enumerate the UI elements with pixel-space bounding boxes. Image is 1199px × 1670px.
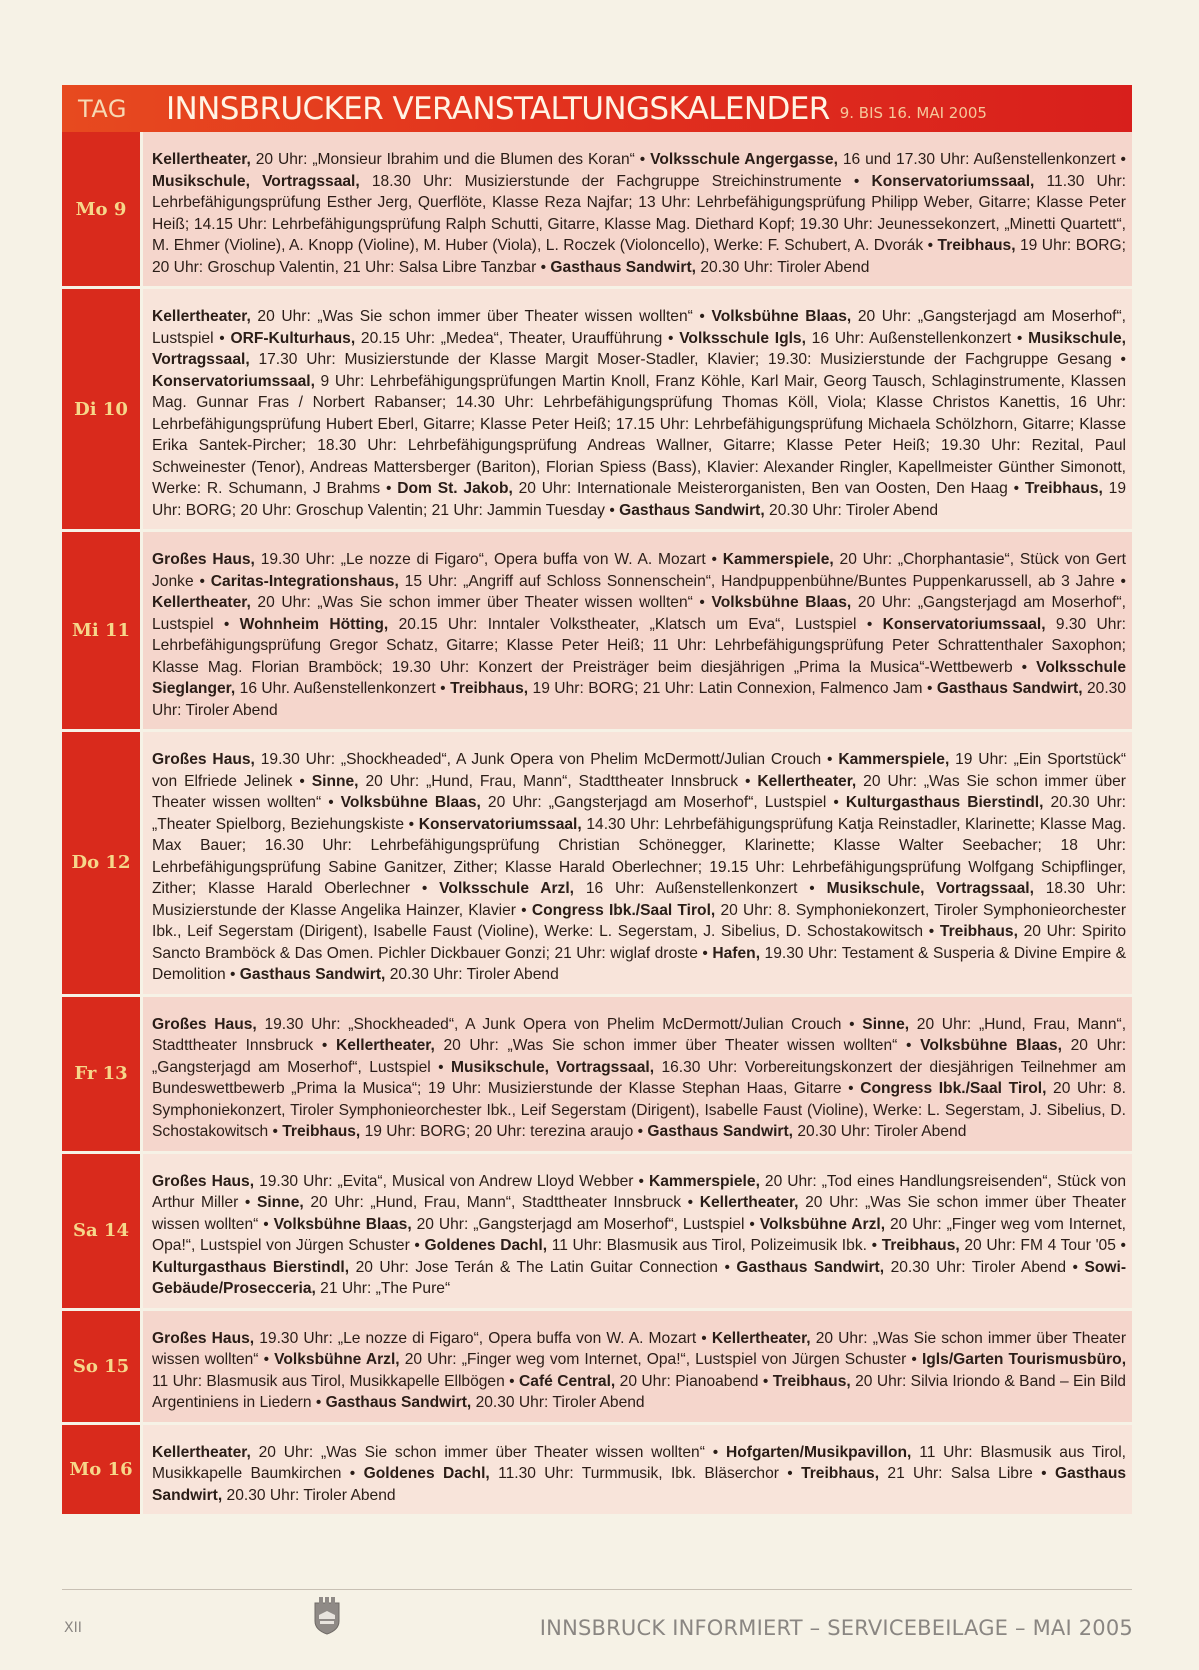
calendar-title: INNSBRUCKER VERANSTALTUNGSKALENDER: [166, 90, 830, 127]
event-details: 20 Uhr: „Hund, Frau, Mann“, Stadttheater Innsbruck: [310, 1194, 682, 1211]
event-venue: Volksschule Igls,: [679, 329, 806, 347]
day-events: [143, 289, 1132, 529]
event-venue: Kellertheater,: [152, 1443, 251, 1461]
calendar-days: [62, 132, 1132, 1517]
event-venue: Gasthaus Sandwirt,: [619, 501, 765, 519]
bullet-separator: •: [380, 480, 398, 497]
event-venue: Kulturgasthaus Bierstindl,: [845, 794, 1044, 811]
event-venue: Volksschule Arzl,: [439, 880, 575, 897]
bullet-separator: •: [841, 1015, 863, 1033]
day-row: [62, 1311, 1132, 1425]
bullet-separator: •: [213, 329, 231, 347]
event-details: 19.30 Uhr: „Le nozze di Figaro“, Opera buffa von W. A. Mozart: [260, 551, 706, 568]
day-label: So 15: [62, 1311, 143, 1422]
bullet-separator: •: [213, 615, 240, 633]
event-details: 19 Uhr: „Ein Sportstück“ von Elfriede Jelinek: [152, 751, 1127, 790]
bullet-separator: •: [313, 1037, 336, 1054]
date-range: 9. BIS 16. MAI 2005: [839, 103, 987, 122]
column-label-day: TAG: [78, 94, 127, 123]
bullet-separator: •: [604, 501, 620, 519]
bullet-separator: •: [258, 1215, 274, 1233]
event-details: 9 Uhr: Lehrbefähigungsprüfungen Martin Knoll, Franz Köhle, Karl Mair, Georg Tausch, Schlaginstrumente, Klassen Mag. Gunnar Fras / Norbert Rabanser; 14.30 Uhr: Lehrbefähigungsprüfung Thomas Köll, Viola; Klasse Christos Kanettis, 16 Uhr: Lehrbefähigungsprüfung Hubert Eberl, Gitarre; Klasse Peter Heiß; 17.15 Uhr: Lehrbefähigungsprüfung Michaela Schölzhorn, Gitarre; Klasse Erika Santek-Pircher; 18.30 Uhr: Lehrbefähigungsprüfung Andreas Wallner, Gitarre; Klasse Peter Heiß; 19.30 Uhr: Rezital, Paul Schweinester (Tenor), Andreas Mattersberger (Bariton), Florian Spiess (Bass), Klavier: Alexander Ringler, Kapellmeister Günther Simonott, Werke: R. Schumann, J Brahms: [152, 372, 1126, 497]
event-venue: Gasthaus Sandwirt,: [325, 1394, 472, 1411]
event-details: 15 Uhr: „Angriff auf Schloss Sonnenschein“, Handpuppenbühne/Buntes Puppenkarussell, ab 3 Jahre: [404, 572, 1115, 590]
event-details: 19.30 Uhr: „Shockheaded“, A Junk Opera von Phelim McDermott/Julian Crouch: [264, 1015, 842, 1033]
bullet-separator: •: [292, 772, 312, 790]
event-details: 19.30 Uhr: „Le nozze di Figaro“, Opera buffa von W. A. Mozart: [259, 1329, 697, 1347]
bullet-separator: •: [662, 329, 680, 347]
bullet-separator: •: [1111, 351, 1126, 368]
bullet-separator: •: [634, 151, 651, 168]
bullet-separator: •: [341, 1465, 364, 1482]
event-details: 20.30 Uhr: Tiroler Abend: [389, 966, 559, 983]
event-details: 19.30 Uhr: Testament & Susperia & Divine Empire & Demolition: [152, 944, 1126, 983]
bullet-separator: •: [841, 172, 872, 190]
event-details: 19.30 Uhr: „Evita“, Musical von Andrew Lloyd Webber: [259, 1172, 634, 1190]
event-venue: Kammerspiele,: [838, 751, 950, 768]
event-venue: Musikschule, Vortragssaal,: [451, 1058, 655, 1076]
event-venue: Großes Haus,: [152, 1015, 257, 1033]
day-events: [143, 132, 1132, 286]
event-details: 11 Uhr: Blasmusik aus Tirol, Musikkapelle Ellbögen: [152, 1372, 505, 1390]
bullet-separator: •: [692, 594, 712, 611]
event-details: 20.15 Uhr: „Medea“, Theater, Uraufführung: [360, 329, 663, 347]
event-details: 20 Uhr: „Monsieur Ibrahim und die Blumen des Koran“: [255, 151, 635, 168]
event-venue: Gasthaus Sandwirt,: [936, 680, 1083, 697]
bullet-separator: •: [238, 1194, 257, 1211]
publication-title: INNSBRUCK INFORMIERT – SERVICEBEILAGE – MAI 2005: [539, 1616, 1133, 1640]
event-venue: Treibhaus,: [772, 1372, 851, 1390]
bullet-separator: •: [738, 772, 758, 790]
event-details: 20 Uhr: Silvia Iriondo & Band – Ein Bild Argentiniens in Liedern: [152, 1372, 1126, 1411]
event-venue: Goldenes Dachl,: [424, 1237, 548, 1254]
event-venue: Café Central,: [519, 1372, 616, 1390]
bullet-separator: •: [704, 1443, 726, 1461]
event-details: 19.30 Uhr: „Shockheaded“, A Junk Opera von Phelim McDermott/Julian Crouch: [260, 751, 822, 768]
event-details: 11.30 Uhr: Turmmusik, Ibk. Bläserchor: [498, 1465, 779, 1482]
event-details: 16.30 Uhr: Vorbereitungskonzert der diesjährigen Teilnehmer am Bundeswettbewerb „Prima la Musica“; 19 Uhr: Musizierstunde der Klasse Stephan Haas, Gitarre: [152, 1058, 1126, 1097]
event-details: 20 Uhr: Spirito Sancto Bramböck & Das Omen. Pichler Dickbauer Gonzi; 21 Uhr: wiglaf droste: [152, 923, 1127, 962]
bullet-separator: •: [409, 1237, 425, 1254]
event-details: 19 Uhr: BORG; 20 Uhr: Groschup Valentin; 21 Uhr: Jammin Tuesday: [152, 480, 1127, 519]
event-details: 20 Uhr: „Finger weg vom Internet, Opa!“, Lustspiel von Jürgen Schuster: [152, 1215, 1127, 1254]
event-venue: Volksbühne Blaas,: [340, 794, 481, 811]
event-venue: Caritas-Integrationshaus,: [210, 572, 399, 590]
event-venue: Volksbühne Blaas,: [273, 1215, 412, 1233]
bullet-separator: •: [1115, 151, 1126, 168]
bullet-separator: •: [633, 1172, 649, 1190]
event-details: 20.30 Uhr: Tiroler Abend: [890, 1258, 1067, 1276]
event-venue: Kulturgasthaus Bierstindl,: [152, 1258, 350, 1276]
event-details: 20 Uhr: „Was Sie schon immer über Theater wissen wollten“: [258, 1443, 705, 1461]
footer-divider: [62, 1589, 1132, 1590]
event-details: 20.30 Uhr: Tiroler Abend: [152, 680, 1127, 719]
event-venue: Konservatoriumssaal,: [418, 815, 582, 833]
bullet-separator: •: [536, 258, 551, 276]
day-row: [62, 732, 1132, 997]
event-details: 16 Uhr. Außenstellenkonzert: [239, 680, 436, 697]
day-events: [143, 1311, 1132, 1422]
event-details: 20.30 Uhr: Tiroler Abend: [226, 1486, 396, 1504]
bullet-separator: •: [1032, 1465, 1055, 1482]
event-venue: Volksschule Angergasse,: [650, 151, 838, 168]
bullet-separator: •: [906, 1351, 922, 1368]
event-details: 20 Uhr: „Hund, Frau, Mann“, Stadttheater Innsbruck: [365, 772, 739, 790]
bullet-separator: •: [826, 794, 846, 811]
event-details: 19 Uhr: BORG; 21 Uhr: Latin Connexion, Falmenco Jam: [532, 680, 923, 697]
bullet-separator: •: [758, 1372, 773, 1390]
event-details: 21 Uhr: Salsa Libre: [887, 1465, 1033, 1482]
bullet-separator: •: [897, 1037, 921, 1054]
bullet-separator: •: [866, 1237, 882, 1254]
event-venue: Treibhaus,: [1024, 480, 1103, 497]
bullet-separator: •: [692, 308, 712, 325]
bullet-separator: •: [922, 680, 937, 697]
event-details: 20 Uhr: „Finger weg vom Internet, Opa!“, Lustspiel von Jürgen Schuster: [404, 1351, 907, 1368]
event-venue: Igls/Garten Tourismusbüro,: [921, 1351, 1127, 1368]
event-venue: Musikschule, Vortragssaal,: [152, 172, 360, 190]
day-events: [143, 732, 1132, 994]
event-details: 16 Uhr: Außenstellenkonzert: [811, 329, 1012, 347]
event-venue: Congress Ibk./Saal Tirol,: [860, 1080, 1047, 1097]
event-venue: Gasthaus Sandwirt,: [152, 1465, 1127, 1504]
bullet-separator: •: [1011, 329, 1029, 347]
event-venue: Goldenes Dachl,: [363, 1465, 490, 1482]
event-venue: Konservatoriumssaal,: [882, 615, 1046, 633]
day-label: Mo 9: [62, 132, 143, 286]
event-venue: Treibhaus,: [801, 1465, 880, 1482]
event-details: 20 Uhr: Internationale Meisterorganisten, Ben van Oosten, Den Haag: [518, 480, 1008, 497]
bullet-separator: •: [321, 794, 341, 811]
event-details: 18.30 Uhr: Musizierstunde der Klasse Angelika Hainzer, Klavier: [152, 880, 1127, 919]
event-details: 20 Uhr: Jose Terán & The Latin Guitar Connection: [355, 1258, 718, 1276]
event-details: 20 Uhr: „Chorphantasie“, Stück von Gert Jonke: [152, 551, 1126, 590]
event-venue: ORF-Kulturhaus,: [230, 329, 356, 347]
event-venue: Volksbühne Arzl,: [759, 1215, 886, 1233]
day-row: [62, 532, 1132, 732]
event-venue: Volksbühne Arzl,: [274, 1351, 400, 1368]
event-venue: Sinne,: [862, 1015, 910, 1033]
event-venue: Volksbühne Blaas,: [711, 308, 852, 325]
event-details: 20 Uhr: 8. Symphoniekonzert, Tiroler Symphonieorchester Ibk., Leif Segerstam (Dirigent), Isabelle Faust (Violine), Werke: L. Segerstam, J. Sibelius, D. Schostakowitsch: [152, 1080, 1126, 1140]
event-details: 20 Uhr: „Gangsterjagd am Moserhof“, Lustspiel: [152, 1037, 1127, 1076]
event-venue: Hofgarten/Musikpavillon,: [725, 1443, 912, 1461]
bullet-separator: •: [705, 551, 723, 568]
event-venue: Kellertheater,: [335, 1037, 435, 1054]
event-venue: Gasthaus Sandwirt,: [239, 966, 386, 983]
event-details: 16 und 17.30 Uhr: Außenstellenkonzert: [842, 151, 1116, 168]
event-venue: Kammerspiele,: [648, 1172, 760, 1190]
event-venue: Treibhaus,: [939, 923, 1018, 940]
day-events: [143, 997, 1132, 1151]
bullet-separator: •: [778, 1465, 802, 1482]
event-venue: Volksbühne Blaas,: [920, 1037, 1062, 1054]
event-venue: Kellertheater,: [152, 151, 251, 168]
day-label: Mi 11: [62, 532, 143, 729]
event-details: 20 Uhr: „Was Sie schon immer über Theater wissen wollten“: [152, 1194, 1127, 1233]
bullet-separator: •: [311, 1394, 326, 1411]
bullet-separator: •: [504, 1372, 520, 1390]
event-venue: Volksbühne Blaas,: [711, 594, 852, 611]
event-details: 20.30 Uhr: Tiroler Abend: [700, 258, 870, 276]
event-venue: Musikschule, Vortragssaal,: [826, 880, 1034, 897]
bullet-separator: •: [1115, 1237, 1127, 1254]
event-venue: Congress Ibk./Saal Tirol,: [531, 901, 716, 919]
event-details: 20 Uhr: „Gangsterjagd am Moserhof“, Lustspiel: [487, 794, 827, 811]
bullet-separator: •: [923, 923, 940, 940]
bullet-separator: •: [697, 944, 713, 962]
event-details: 9.30 Uhr: Lehrbefähigungsprüfung Gregor Schatz, Gitarre; Klasse Peter Heiß; 11 Uhr: Lehrbefähigungsprüfung Peter Schrattenthaler Saxophon; Klasse Mag. Florian Bramböck; 19.30 Uhr: Konzert der Preisträger beim diesjährigen „Prima la Musica“-Wettbewerb: [152, 615, 1126, 676]
event-venue: Großes Haus,: [152, 1329, 255, 1347]
event-details: 19 Uhr: BORG; 20 Uhr: Groschup Valentin, 21 Uhr: Salsa Libre Tanzbar: [152, 237, 1126, 276]
event-details: 20.30 Uhr: „Theater Spielborg, Beziehungskiste: [152, 794, 1126, 833]
bullet-separator: •: [717, 1258, 737, 1276]
event-venue: Volksschule Sieglanger,: [152, 658, 1126, 697]
event-venue: Kellertheater,: [152, 594, 251, 611]
bullet-separator: •: [430, 1058, 452, 1076]
event-details: 20.30 Uhr: Tiroler Abend: [475, 1394, 645, 1411]
event-venue: Konservatoriumssaal,: [152, 372, 315, 390]
bullet-separator: •: [633, 1123, 648, 1140]
event-venue: Treibhaus,: [937, 237, 1016, 254]
day-events: [143, 1154, 1132, 1308]
calendar-header: [62, 85, 1132, 132]
bullet-separator: •: [744, 1215, 760, 1233]
bullet-separator: •: [1012, 658, 1037, 676]
bullet-separator: •: [923, 237, 938, 254]
day-row: [62, 1425, 1132, 1518]
day-label: Di 10: [62, 289, 143, 529]
event-venue: Treibhaus,: [881, 1237, 960, 1254]
event-venue: Dom St. Jakob,: [397, 480, 513, 497]
event-venue: Kellertheater,: [152, 308, 251, 325]
event-details: 11 Uhr: Blasmusik aus Tirol, Musikkapelle Baumkirchen: [152, 1443, 1127, 1482]
event-details: 20 Uhr: „Tod eines Handlungsreisenden“, Stück von Arthur Miller: [152, 1172, 1126, 1211]
bullet-separator: •: [515, 901, 532, 919]
event-venue: Hafen,: [712, 944, 761, 962]
event-details: 21 Uhr: „The Pure“: [320, 1280, 451, 1297]
event-details: 20.15 Uhr: Inntaler Volkstheater, „Klatsch um Eva“, Lustspiel: [398, 615, 857, 633]
day-events: [143, 532, 1132, 729]
day-row: [62, 997, 1132, 1154]
bullet-separator: •: [797, 880, 827, 897]
event-venue: Kellertheater,: [711, 1329, 811, 1347]
bullet-separator: •: [681, 1194, 700, 1211]
event-details: 20.30 Uhr: Tiroler Abend: [769, 501, 939, 519]
bullet-separator: •: [193, 572, 211, 590]
event-details: 16 Uhr: Außenstellenkonzert: [585, 880, 798, 897]
bullet-separator: •: [841, 1080, 861, 1097]
event-details: 20 Uhr: „Was Sie schon immer über Theater wissen wollten“: [152, 772, 1126, 811]
bullet-separator: •: [696, 1329, 712, 1347]
event-details: 20 Uhr: „Gangsterjagd am Moserhof“, Lustspiel: [152, 594, 1127, 633]
event-details: 18.30 Uhr: Musizierstunde der Fachgruppe Streichinstrumente: [371, 172, 842, 190]
event-details: 20 Uhr: „Gangsterjagd am Moserhof“, Lustspiel: [152, 308, 1127, 347]
bullet-separator: •: [1114, 572, 1126, 590]
event-details: 14.30 Uhr: Lehrbefähigungsprüfung Katja Reinstadler, Klarinette; Klasse Mag. Max Bauer; 16.30 Uhr: Lehrbefähigungsprüfung Christian Schönegger, Klarinette; Klasse Walter Seebacher; 18 Uhr: Lehrbefähigungsprüfung Sabine Ganitzer, Zither; Klasse Harald Oberlechner; 19.15 Uhr: Lehrbefähigungsprüfung Wolfgang Schipflinger, Zither; Klasse Harald Oberlechner: [152, 815, 1127, 897]
bullet-separator: •: [268, 1123, 283, 1140]
day-label: Sa 14: [62, 1154, 143, 1308]
bullet-separator: •: [821, 751, 839, 768]
event-venue: Gasthaus Sandwirt,: [550, 258, 696, 276]
bullet-separator: •: [404, 815, 419, 833]
bullet-separator: •: [258, 1351, 275, 1368]
event-venue: Sinne,: [256, 1194, 304, 1211]
event-details: 20 Uhr: FM 4 Tour '05: [964, 1237, 1116, 1254]
day-events: [143, 1425, 1132, 1515]
event-venue: Sowi-Gebäude/Prosecceria,: [152, 1258, 1127, 1297]
bullet-separator: •: [225, 966, 240, 983]
event-venue: Gasthaus Sandwirt,: [736, 1258, 885, 1276]
event-details: 20 Uhr: 8. Symphoniekonzert, Tiroler Symphonieorchester Ibk., Leif Segerstam (Dirigent), Isabelle Faust (Violine), Werke: L. Segerstam, J. Sibelius, D. Schostakowitsch: [152, 901, 1127, 940]
day-label: Mo 16: [62, 1425, 143, 1515]
day-row: [62, 132, 1132, 289]
event-details: 20 Uhr: Pianoabend: [619, 1372, 759, 1390]
event-venue: Kellertheater,: [757, 772, 857, 790]
event-venue: Kellertheater,: [699, 1194, 799, 1211]
event-details: 20 Uhr: „Gangsterjagd am Moserhof“, Lustspiel: [416, 1215, 745, 1233]
day-label: Fr 13: [62, 997, 143, 1151]
event-venue: Treibhaus,: [282, 1123, 361, 1140]
event-venue: Musikschule, Vortragssaal,: [152, 329, 1127, 368]
event-details: 20 Uhr: „Was Sie schon immer über Theater wissen wollten“: [152, 1329, 1127, 1368]
event-details: 19 Uhr: BORG; 20 Uhr: terezina araujo: [364, 1123, 634, 1140]
page-number: XII: [64, 1620, 82, 1636]
bullet-separator: •: [1066, 1258, 1085, 1276]
event-venue: Großes Haus,: [152, 551, 255, 568]
bullet-separator: •: [856, 615, 883, 633]
innsbruck-crest-icon: [312, 1597, 342, 1635]
event-details: 17.30 Uhr: Musizierstunde der Klasse Margit Moser-Stadler, Klavier; 19.30: Musizierstunde der Fachgruppe Gesang: [258, 351, 1112, 368]
event-venue: Großes Haus,: [152, 1172, 255, 1190]
event-details: 20 Uhr: „Was Sie schon immer über Theater wissen wollten“: [443, 1037, 898, 1054]
event-details: 11.30 Uhr: Lehrbefähigungsprüfung Esther Jerg, Querflöte, Klasse Reza Najfar; 13 Uhr: Lehrbefähigungsprüfung Philipp Weber, Gitarre; Klasse Peter Heiß; 14.15 Uhr: Lehrbefähigungsprüfung Ralph Schutti, Gitarre, Klasse Mag. Diethard Kopf; 19.30 Uhr: Jeunessekonzert, „Minetti Quartett“, M. Ehmer (Violine), A. Knopp (Violine), M. Huber (Viola), L. Roczek (Violoncello), Werke: F. Schubert, A. Dvorák: [152, 172, 1127, 254]
event-venue: Gasthaus Sandwirt,: [647, 1123, 793, 1140]
event-venue: Wohnheim Hötting,: [239, 615, 389, 633]
event-details: 20.30 Uhr: Tiroler Abend: [797, 1123, 967, 1140]
event-venue: Treibhaus,: [450, 680, 529, 697]
day-row: [62, 1154, 1132, 1311]
event-venue: Konservatoriumssaal,: [871, 172, 1035, 190]
bullet-separator: •: [410, 880, 440, 897]
bullet-separator: •: [1007, 480, 1025, 497]
bullet-separator: •: [435, 680, 451, 697]
event-details: 20 Uhr: „Was Sie schon immer über Theater wissen wollten“: [257, 594, 693, 611]
day-row: [62, 289, 1132, 532]
event-venue: Großes Haus,: [152, 751, 255, 768]
event-details: 11 Uhr: Blasmusik aus Tirol, Polizeimusik Ibk.: [551, 1237, 867, 1254]
event-details: 20 Uhr: „Hund, Frau, Mann“, Stadttheater Innsbruck: [152, 1015, 1127, 1054]
event-venue: Sinne,: [311, 772, 359, 790]
event-venue: Kammerspiele,: [722, 551, 834, 568]
event-details: 20 Uhr: „Was Sie schon immer über Theater wissen wollten“: [257, 308, 693, 325]
day-label: Do 12: [62, 732, 143, 994]
